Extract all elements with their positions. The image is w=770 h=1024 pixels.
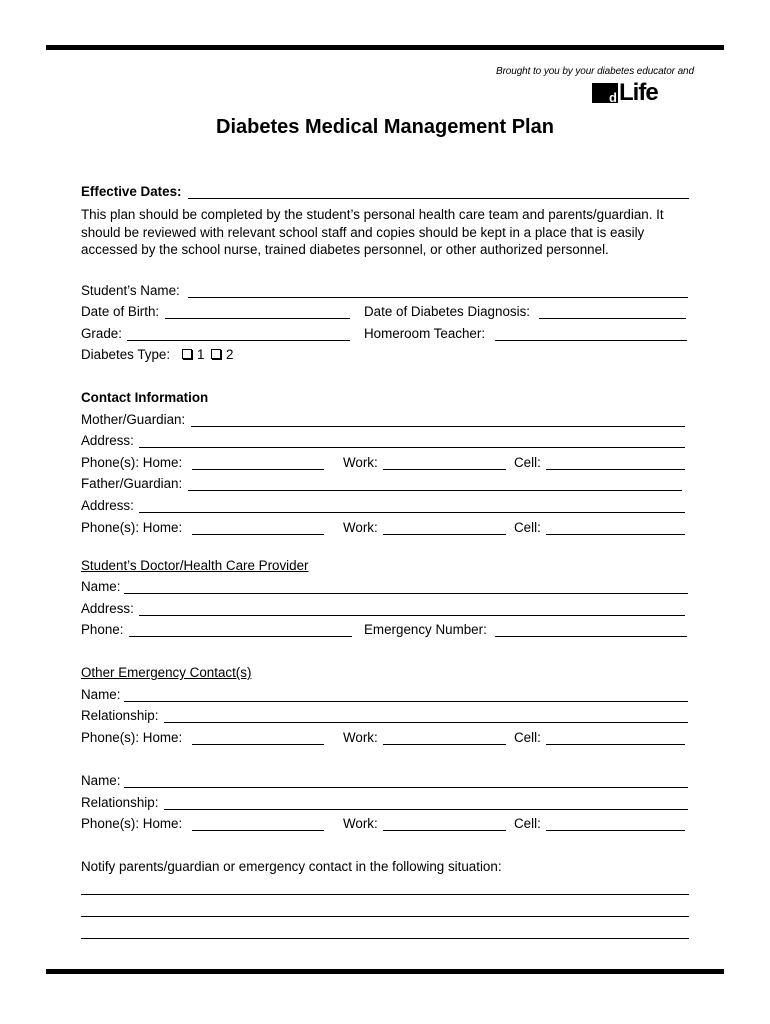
notify-line-3[interactable] (81, 938, 689, 939)
father-phone-home-label: Phone(s): Home: (81, 520, 183, 535)
mother-guardian-label: Mother/Guardian: (81, 412, 186, 427)
other2-phone-home-field[interactable] (192, 830, 324, 831)
other1-relationship-label: Relationship: (81, 708, 159, 723)
contact-info-heading: Contact Information (81, 390, 209, 405)
type-2-option[interactable] (211, 347, 233, 363)
doctor-name-label: Name: (81, 579, 121, 594)
effective-dates-label: Effective Dates: (81, 184, 182, 199)
diabetes-type-label: Diabetes Type: (81, 347, 171, 362)
emergency-number-field[interactable] (495, 636, 687, 637)
doctor-address-field[interactable] (139, 615, 685, 616)
diagnosis-date-field[interactable] (539, 318, 686, 319)
grade-field[interactable] (127, 340, 350, 341)
type-2-checkbox[interactable] (211, 349, 221, 359)
other1-name-field[interactable] (124, 701, 688, 702)
mother-work-field[interactable] (383, 469, 506, 470)
mother-cell-field[interactable] (546, 469, 685, 470)
page-title: Diabetes Medical Management Plan (216, 116, 554, 138)
type-2-label: 2 (226, 347, 234, 362)
father-guardian-label: Father/Guardian: (81, 476, 183, 491)
logo-mark-letter: d (609, 90, 617, 105)
mother-cell-label: Cell: (514, 455, 541, 470)
mother-phone-home-label: Phone(s): Home: (81, 455, 183, 470)
dlife-logo (592, 79, 658, 106)
father-address-field[interactable] (139, 512, 685, 513)
other1-work-label: Work: (343, 730, 378, 745)
other2-relationship-label: Relationship: (81, 795, 159, 810)
father-work-field[interactable] (383, 534, 506, 535)
doctor-name-field[interactable] (124, 593, 688, 594)
dob-field[interactable] (165, 318, 350, 319)
mother-phone-home-field[interactable] (192, 469, 324, 470)
mother-address-label: Address: (81, 433, 134, 448)
father-guardian-field[interactable] (188, 490, 682, 491)
other1-phone-home-label: Phone(s): Home: (81, 730, 183, 745)
notify-line-1[interactable] (81, 894, 689, 895)
doctor-address-label: Address: (81, 601, 134, 616)
notify-label: Notify parents/guardian or emergency contact in the following situation: (81, 859, 502, 874)
other1-phone-home-field[interactable] (192, 744, 324, 745)
father-cell-field[interactable] (546, 534, 685, 535)
doctor-heading: Student’s Doctor/Health Care Provider (81, 558, 309, 573)
student-name-label: Student’s Name: (81, 283, 180, 298)
other1-work-field[interactable] (383, 744, 506, 745)
doctor-phone-field[interactable] (129, 636, 352, 637)
other1-relationship-field[interactable] (164, 722, 688, 723)
intro-paragraph: This plan should be completed by the student’s personal health care team and parents/guardian. It should be reviewed with relevant school staff and copies should be kept in a place that is easily accessed by the school nurse, trained diabetes personnel, or other authorized personnel. (81, 207, 664, 257)
other1-cell-label: Cell: (514, 730, 541, 745)
father-work-label: Work: (343, 520, 378, 535)
other2-work-label: Work: (343, 816, 378, 831)
diagnosis-date-label: Date of Diabetes Diagnosis: (364, 304, 530, 319)
logo-mark (592, 83, 618, 103)
other2-relationship-field[interactable] (164, 809, 688, 810)
student-name-field[interactable] (188, 297, 688, 298)
mother-guardian-field[interactable] (191, 426, 685, 427)
grade-label: Grade: (81, 326, 122, 341)
homeroom-teacher-label: Homeroom Teacher: (364, 326, 486, 341)
top-rule (46, 45, 724, 50)
doctor-phone-label: Phone: (81, 622, 124, 637)
sponsor-tagline: Brought to you by your diabetes educator and (496, 66, 694, 77)
bottom-rule (46, 969, 724, 974)
other2-cell-label: Cell: (514, 816, 541, 831)
type-1-option[interactable] (182, 347, 204, 363)
mother-work-label: Work: (343, 455, 378, 470)
other2-work-field[interactable] (383, 830, 506, 831)
father-phone-home-field[interactable] (192, 534, 324, 535)
other2-cell-field[interactable] (546, 830, 685, 831)
father-address-label: Address: (81, 498, 134, 513)
effective-dates-field[interactable] (188, 198, 689, 199)
other1-cell-field[interactable] (546, 744, 685, 745)
notify-line-2[interactable] (81, 916, 689, 917)
mother-address-field[interactable] (139, 447, 685, 448)
other1-name-label: Name: (81, 687, 121, 702)
homeroom-teacher-field[interactable] (495, 340, 687, 341)
other2-name-field[interactable] (124, 787, 688, 788)
dob-label: Date of Birth: (81, 304, 160, 319)
other2-phone-home-label: Phone(s): Home: (81, 816, 183, 831)
logo-text: Life (619, 79, 658, 106)
other-contacts-heading: Other Emergency Contact(s) (81, 665, 252, 680)
father-cell-label: Cell: (514, 520, 541, 535)
other2-name-label: Name: (81, 773, 121, 788)
type-1-label: 1 (197, 347, 205, 362)
emergency-number-label: Emergency Number: (364, 622, 487, 637)
type-1-checkbox[interactable] (182, 349, 192, 359)
